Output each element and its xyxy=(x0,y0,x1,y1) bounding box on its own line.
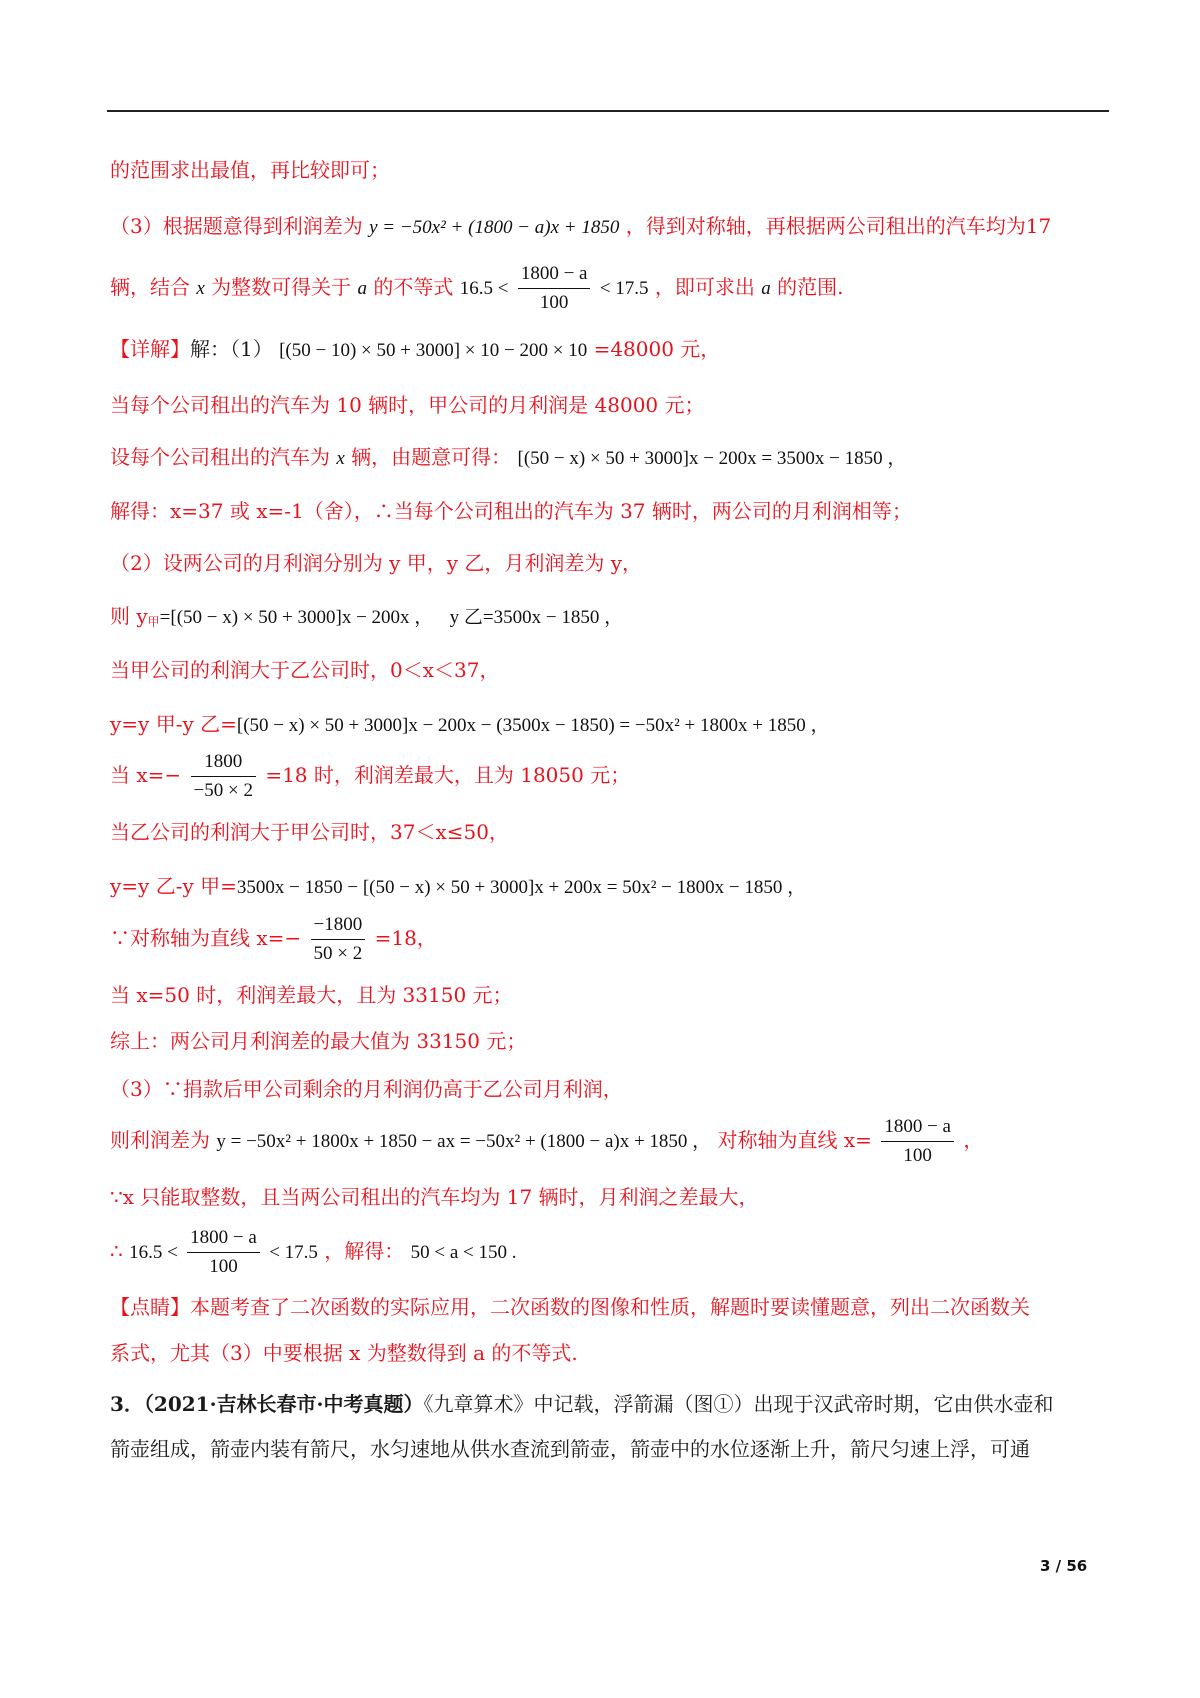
text-line: 【点睛】本题考查了二次函数的实际应用，二次函数的图像和性质，解题时要读懂题意，列出二次函数关 xyxy=(110,1295,1030,1319)
equation: [(50 − x) × 50 + 3000]x − 200x = 3500x − 1850 ， xyxy=(517,448,907,469)
text-line: 当甲公司的利润大于乙公司时，0＜x＜37， xyxy=(110,658,500,682)
text-line: ∵对称轴为直线 x=− $\frac{-1800}{50 \times 2}$ =18， xyxy=(110,914,437,964)
text-line: （3）∵捐款后甲公司剩余的月利润仍高于乙公司月利润， xyxy=(110,1077,623,1101)
equation: 3500x − 1850 − [(50 − x) × 50 + 3000]x + 200x = 50x² − 1800x − 1850 ， xyxy=(236,877,807,898)
text-line: 设每个公司租出的汽车为 x 辆，由题意可得： [(50 − x) × 50 + 3000]x − 200x = 3500x − 1850 ， xyxy=(110,445,907,469)
text-line: （3）根据题意得到利润差为 y = −50x² + (1800 − a)x + 1850 ，得到对称轴，再根据两公司租出的汽车均为17 xyxy=(110,214,1052,238)
text-line: 的范围求出最值，再比较即可； xyxy=(110,158,390,182)
text-line: ∵x 只能取整数，且当两公司租出的汽车均为 17 辆时，月利润之差最大， xyxy=(110,1185,759,1209)
question-heading: 3．（2021·吉林长春市·中考真题） xyxy=(110,1392,424,1416)
fraction: $\frac{1800 - a}{100}$ xyxy=(881,1115,954,1168)
text-line: 辆，结合 x 为整数可得关于 a 的不等式 16.5 < $\frac{1800 - a}{100}$ < 17.5 ，即可求出 a 的范围. xyxy=(110,263,844,313)
equation: =[(50 − x) × 50 + 3000]x − 200x ， xyxy=(159,607,434,628)
section-label: 【点睛】 xyxy=(110,1295,190,1319)
text-line: 则 $y_甲=[(50 - x) \times 50 + 3000]x - 200x$ ， y 乙=3500x − 1850 ， xyxy=(110,604,624,629)
fraction: $\frac{1800 - a}{100}$ xyxy=(187,1226,260,1279)
page-number: 3 / 56 xyxy=(1040,1557,1088,1575)
text-line: 当 x=50 时，利润差最大，且为 33150 元； xyxy=(110,983,513,1007)
text-line: 当 x=− $\frac{1800}{-50 \times 2}$ =18 时，利润差最大，且为 18050 元； xyxy=(110,751,631,801)
text-line: 【详解】解：（1） [(50 − 10) × 50 + 3000] × 10 − 200 × 10 =48000 元， xyxy=(110,337,721,361)
text-line: 当每个公司租出的汽车为 10 辆时，甲公司的月利润是 48000 元； xyxy=(110,393,705,417)
text-line: ∴ 16.5 < $\frac{1800 - a}{100}$ < 17.5 ，解得： 50 < a < 150 . xyxy=(110,1227,517,1277)
header-rule xyxy=(107,110,1109,112)
text-line: 箭壶组成，箭壶内装有箭尺，水匀速地从供水查流到箭壶，箭壶中的水位逐渐上升，箭尺匀速上浮，可通 xyxy=(110,1437,1030,1461)
fraction: $\frac{-1800}{50 \times 2}$ xyxy=(311,913,366,966)
text-line: 则利润差为 y = −50x² + 1800x + 1850 − ax = −50x² + (1800 − a)x + 1850 ， 对称轴为直线 x= $\frac{1800 - a}{100}$ ， xyxy=(110,1116,984,1166)
equation: [(50 − 10) × 50 + 3000] × 10 − 200 × 10 xyxy=(279,340,588,361)
text-line: （2）设两公司的月利润分别为 y 甲，y 乙，月利润差为 y， xyxy=(110,551,643,575)
equation: y = −50x² + (1800 − a)x + 1850 xyxy=(369,217,620,238)
text-line: y=y 甲-y 乙=[(50 − x) × 50 + 3000]x − 200x − (3500x − 1850) = −50x² + 1800x + 1850 ， xyxy=(110,712,830,736)
equation: [(50 − x) × 50 + 3000]x − 200x − (3500x − 1850) = −50x² + 1800x + 1850 ， xyxy=(236,715,830,736)
equation: y = −50x² + 1800x + 1850 − ax = −50x² + (1800 − a)x + 1850 ， xyxy=(216,1131,712,1152)
text-line: 综上：两公司月利润差的最大值为 33150 元； xyxy=(110,1029,527,1053)
equation: 50 < a < 150 . xyxy=(410,1242,517,1263)
equation: y 乙=3500x − 1850 ， xyxy=(449,607,624,628)
text-line: 系式，尤其（3）中要根据 x 为整数得到 a 的不等式. xyxy=(110,1341,578,1365)
text-line: 当乙公司的利润大于甲公司时，37＜x≤50， xyxy=(110,820,509,844)
fraction: $\frac{1800}{-50 \times 2}$ xyxy=(191,750,256,803)
text-line: y=y 乙-y 甲=3500x − 1850 − [(50 − x) × 50 + 3000]x + 200x = 50x² − 1800x − 1850 ， xyxy=(110,874,807,898)
text-line: 解得：x=37 或 x=-1（舍），∴当每个公司租出的汽车为 37 辆时，两公司的月利润相等； xyxy=(110,499,912,523)
section-label: 【详解】 xyxy=(110,337,190,361)
text-line: 3．（2021·吉林长春市·中考真题）《九章算术》中记载，浮箭漏（图①）出现于汉武帝时期，它由供水壶和 xyxy=(110,1392,1054,1416)
fraction: $\frac{1800 - a}{100}$ xyxy=(518,262,591,315)
